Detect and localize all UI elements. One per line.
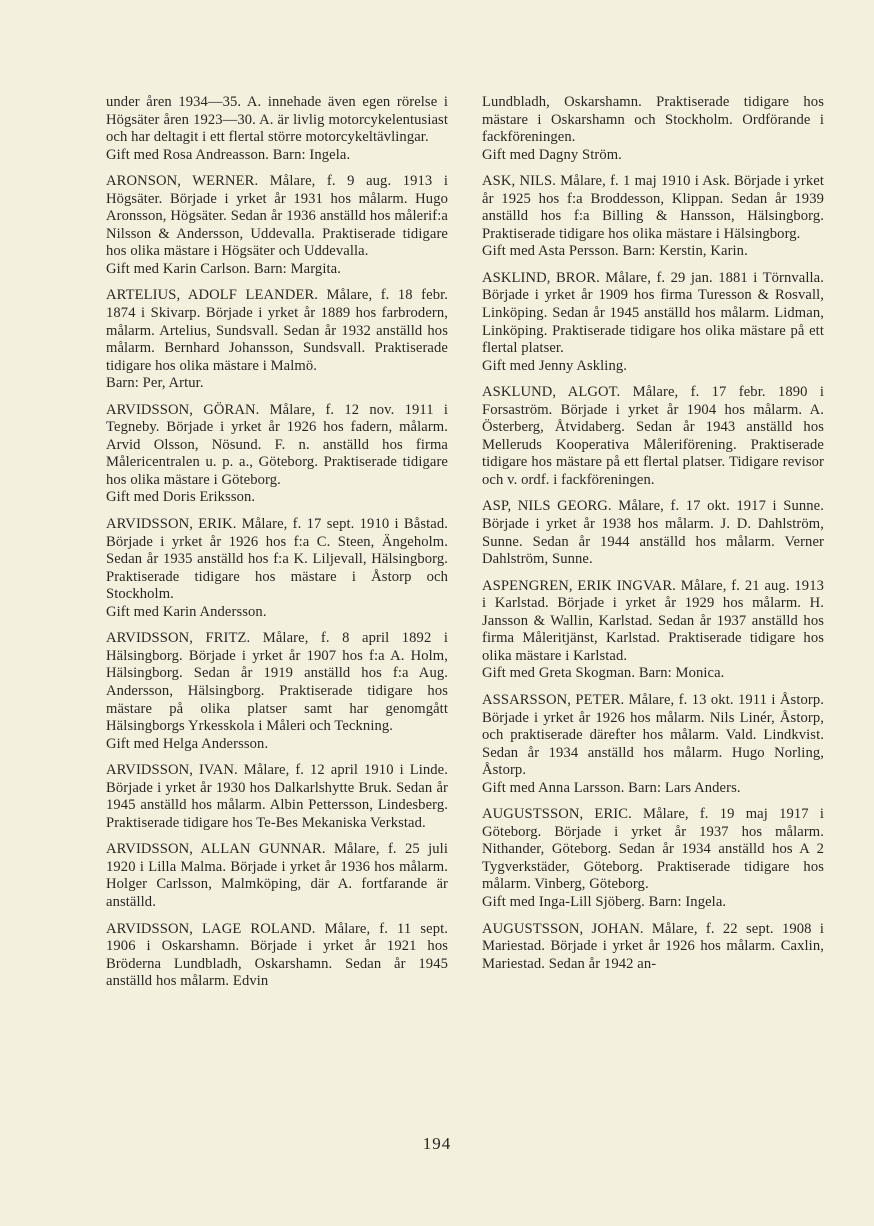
- entry-family: Gift med Dagny Ström.: [482, 146, 622, 163]
- entry-text: ARTELIUS, ADOLF LEANDER. Målare, f. 18 febr. 1874 i Skivarp. Började i yrket år 1889 hos farbrodern, målarm. Artelius, Sundsvall. Sedan år 1932 anställd hos målarm. Bernhard Johansson, Sundsvall. Praktiserade tidigare hos olika mästare i Malmö.: [106, 287, 448, 374]
- entry-text: ARVIDSSON, GÖRAN. Målare, f. 12 nov. 1911 i Tegneby. Började i yrket år 1926 hos fadern, målarm. Arvid Olsson, Nösund. F. n. anställd hos firma Målericentralen u. p. a., Göteborg. Praktiserade tidigare hos olika mästare i Göteborg.: [106, 401, 448, 488]
- entry-text: AUGUSTSSON, JOHAN. Målare, f. 22 sept. 1908 i Mariestad. Började i yrket år 1926 hos målarm. Caxlin, Mariestad. Sedan år 1942 an-: [482, 920, 824, 972]
- entry-text: under åren 1934—35. A. innehade även egen rörelse i Högsäter åren 1923—30. A. är livlig motorcykelentusiast och har deltagit i ett flertal större motorcykeltävlingar.: [106, 94, 448, 146]
- entry-text: ARONSON, WERNER. Målare, f. 9 aug. 1913 i Högsäter. Började i yrket år 1931 hos målarm. Hugo Aronsson, Högsäter. Sedan år 1936 anställd hos målerif:a Nilsson & Andersson, Uddevalla. Praktiserade tidigare hos olika mästare i Högsäter och Uddevalla.: [106, 173, 448, 260]
- directory-entry: [482, 806, 824, 911]
- entry-family: Gift med Asta Persson. Barn: Kerstin, Karin.: [482, 243, 748, 260]
- entry-family: Gift med Karin Carlson. Barn: Margita.: [106, 260, 341, 277]
- entry-text: ASK, NILS. Målare, f. 1 maj 1910 i Ask. Började i yrket år 1925 hos f:a Broddesson, Klippan. Sedan år 1939 anställd hos f:a Billing & Hansson, Hälsingborg. Praktiserade tidigare hos olika mästare i Hälsingborg.: [482, 173, 824, 242]
- directory-entry: [106, 516, 448, 621]
- directory-entry: [106, 94, 448, 164]
- directory-entry: [482, 173, 824, 261]
- directory-entry: [482, 270, 824, 375]
- directory-entry: [106, 630, 448, 753]
- directory-entry: [106, 402, 448, 507]
- right-column: [482, 94, 824, 973]
- directory-entry: [482, 921, 824, 974]
- entry-family: Gift med Anna Larsson. Barn: Lars Anders.: [482, 779, 741, 796]
- directory-entry: [106, 287, 448, 392]
- entry-family: Gift med Doris Eriksson.: [106, 489, 256, 506]
- entry-text: ASKLIND, BROR. Målare, f. 29 jan. 1881 i Törnvalla. Började i yrket år 1909 hos firma Turesson & Rosvall, Linköping. Sedan år 1945 anställd hos målarm. Lidman, Linköping. Praktiserade tidigare hos olika mästare på ett flertal platser.: [482, 269, 824, 357]
- entry-text: ARVIDSSON, FRITZ. Målare, f. 8 april 1892 i Hälsingborg. Började i yrket år 1907 hos f:a A. Holm, Hälsingborg. Sedan år 1919 anställd hos f:a Aug. Andersson, Hälsingborg. Praktiserade tidigare hos mästare på olika platser samt har genomgått Hälsingborgs Yrkesskola i Måleri och Teckning.: [106, 630, 448, 735]
- directory-entry: [482, 692, 824, 797]
- entry-text: AUGUSTSSON, ERIC. Målare, f. 19 maj 1917 i Göteborg. Började i yrket år 1937 hos målarm. Nithander, Göteborg. Sedan år 1934 anställd hos A 2 Tygverkstäder, Göteborg. Praktiserade tidigare hos målarm. Vinberg, Göteborg.: [482, 806, 824, 893]
- entry-text: ASSARSSON, PETER. Målare, f. 13 okt. 1911 i Åstorp. Började i yrket år 1926 hos målarm. Nils Linér, Åstorp, och praktiserade därefter hos målarm. Vald. Lindkvist. Sedan år 1934 anställd hos målarm. Hugo Norling, Åstorp.: [482, 691, 824, 779]
- directory-entry: [482, 578, 824, 683]
- entry-family: Barn: Per, Artur.: [106, 375, 204, 392]
- directory-entry: [482, 94, 824, 164]
- entry-family: Gift med Jenny Askling.: [482, 357, 627, 374]
- entry-family: Gift med Rosa Andreasson. Barn: Ingela.: [106, 146, 351, 163]
- entry-family: Gift med Inga-Lill Sjöberg. Barn: Ingela.: [482, 893, 727, 910]
- entry-text: ASP, NILS GEORG. Målare, f. 17 okt. 1917 i Sunne. Började i yrket år 1938 hos målarm. J. D. Dahlström, Sunne. Sedan år 1944 anställd hos målarm. Verner Dahlström, Sunne.: [482, 498, 824, 568]
- entry-family: Gift med Greta Skogman. Barn: Monica.: [482, 665, 725, 682]
- entry-family: Gift med Helga Andersson.: [106, 735, 269, 752]
- directory-entry: [482, 498, 824, 568]
- directory-entry: [106, 762, 448, 832]
- entry-text: ARVIDSSON, ALLAN GUNNAR. Målare, f. 25 juli 1920 i Lilla Malma. Började i yrket år 1936 hos målarm. Holger Carlsson, Malmköping, där A. fortfarande är anställd.: [106, 841, 448, 910]
- entry-family: Gift med Karin Andersson.: [106, 603, 267, 620]
- directory-entry: [106, 841, 448, 911]
- left-column: [106, 94, 448, 991]
- entry-text: ASKLUND, ALGOT. Målare, f. 17 febr. 1890 i Forsaström. Började i yrket år 1904 hos målarm. A. Österberg, Åtvidaberg. Sedan år 1943 anställd hos Melleruds Kooperativa Måleriförening. Praktiserade tidigare hos mästare på ett flertal platser. Tidigare revisor och v. ordf. i fackföreningen.: [482, 384, 824, 488]
- entry-text: ASPENGREN, ERIK INGVAR. Målare, f. 21 aug. 1913 i Karlstad. Började i yrket år 1929 hos målarm. H. Jansson & Wallin, Karlstad. Sedan år 1937 anställd hos firma Måleritjänst, Karlstad. Praktiserade tidigare hos olika mästare i Karlstad.: [482, 577, 824, 664]
- directory-entry: [106, 173, 448, 278]
- directory-entry: [482, 384, 824, 489]
- entry-text: ARVIDSSON, LAGE ROLAND. Målare, f. 11 sept. 1906 i Oskarshamn. Började i yrket år 1921 hos Bröderna Lundbladh, Oskarshamn. Sedan år 1945 anställd hos målarm. Edvin: [106, 920, 448, 990]
- page-number: 194: [422, 1134, 452, 1153]
- entry-text: ARVIDSSON, IVAN. Målare, f. 12 april 1910 i Linde. Började i yrket år 1930 hos Dalkarlshytte Bruk. Sedan år 1945 anställd hos målarm. Albin Pettersson, Lindesberg. Praktiserade tidigare hos Te-Bes Mekaniska Verkstad.: [106, 762, 448, 831]
- entry-text: Lundbladh, Oskarshamn. Praktiserade tidigare hos mästare i Oskarshamn och Stockholm. Ordförande i fackföreningen.: [482, 94, 824, 146]
- entry-text: ARVIDSSON, ERIK. Målare, f. 17 sept. 1910 i Båstad. Började i yrket år 1926 hos f:a C. Steen, Ängeholm. Sedan år 1935 anställd hos f:a K. Liljevall, Hälsingborg. Praktiserade tidigare hos mästare i Åstorp och Stockholm.: [106, 516, 448, 603]
- directory-entry: [106, 921, 448, 991]
